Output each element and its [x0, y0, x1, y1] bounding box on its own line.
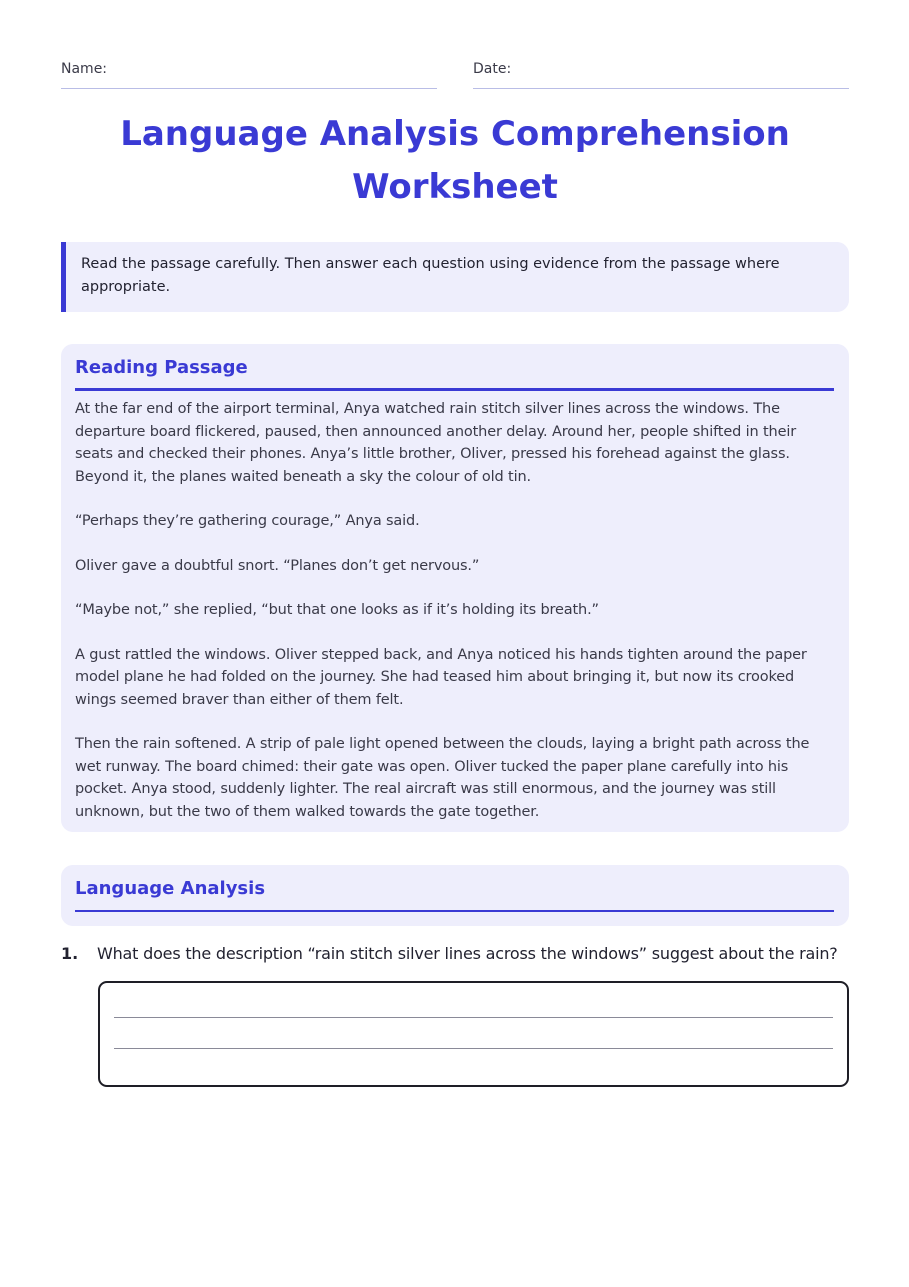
- name-label: Name:: [61, 61, 108, 77]
- language-analysis-panel: [61, 865, 849, 926]
- passage-paragraph: “Perhaps they’re gathering courage,” Anya said.: [75, 513, 420, 529]
- name-date-row: [61, 61, 849, 89]
- language-analysis-heading: Language Analysis: [75, 877, 834, 912]
- name-field[interactable]: [61, 61, 437, 89]
- question-number: 1.: [61, 944, 79, 963]
- reading-passage-panel: [61, 344, 849, 832]
- question-text: What does the description “rain stitch silver lines across the windows” suggest about the rain?: [97, 944, 838, 963]
- passage-paragraph: Then the rain softened. A strip of pale light opened between the clouds, laying a bright path across the wet runway. The board chimed: their gate was open. Oliver tucked the paper plane carefully into his pocket. Anya stood, suddenly lighter. The real aircraft was still enormous, and the journey was still unknown, but the two of them walked towards the gate together.: [75, 736, 810, 820]
- reading-passage-heading: Reading Passage: [75, 356, 834, 391]
- date-field[interactable]: [473, 61, 849, 89]
- answer-line: [114, 1048, 833, 1049]
- instructions-callout: [61, 242, 849, 312]
- date-label: Date:: [473, 61, 512, 77]
- page-title: Language Analysis Comprehension Worksheet: [120, 114, 790, 207]
- answer-box-1[interactable]: [98, 981, 849, 1087]
- passage-paragraph: A gust rattled the windows. Oliver stepped back, and Anya noticed his hands tighten around the paper model plane he had folded on the journey. She had teased him about bringing it, but now its crooked wings seemed braver than either of them felt.: [75, 646, 807, 708]
- passage-paragraph: At the far end of the airport terminal, Anya watched rain stitch silver lines across the windows. The departure board flickered, paused, then announced another delay. Around her, people shifted in their seats and checked their phones. Anya’s little brother, Oliver, pressed his forehead against the glass. Beyond it, the planes waited beneath a sky the colour of old tin.: [75, 401, 797, 485]
- instructions-text: Read the passage carefully. Then answer each question using evidence from the passage where appropriate.: [81, 256, 780, 295]
- passage-paragraph: “Maybe not,” she replied, “but that one looks as if it’s holding its breath.”: [75, 602, 599, 618]
- answer-line: [114, 1017, 833, 1018]
- passage-paragraph: Oliver gave a doubtful snort. “Planes don’t get nervous.”: [75, 557, 480, 574]
